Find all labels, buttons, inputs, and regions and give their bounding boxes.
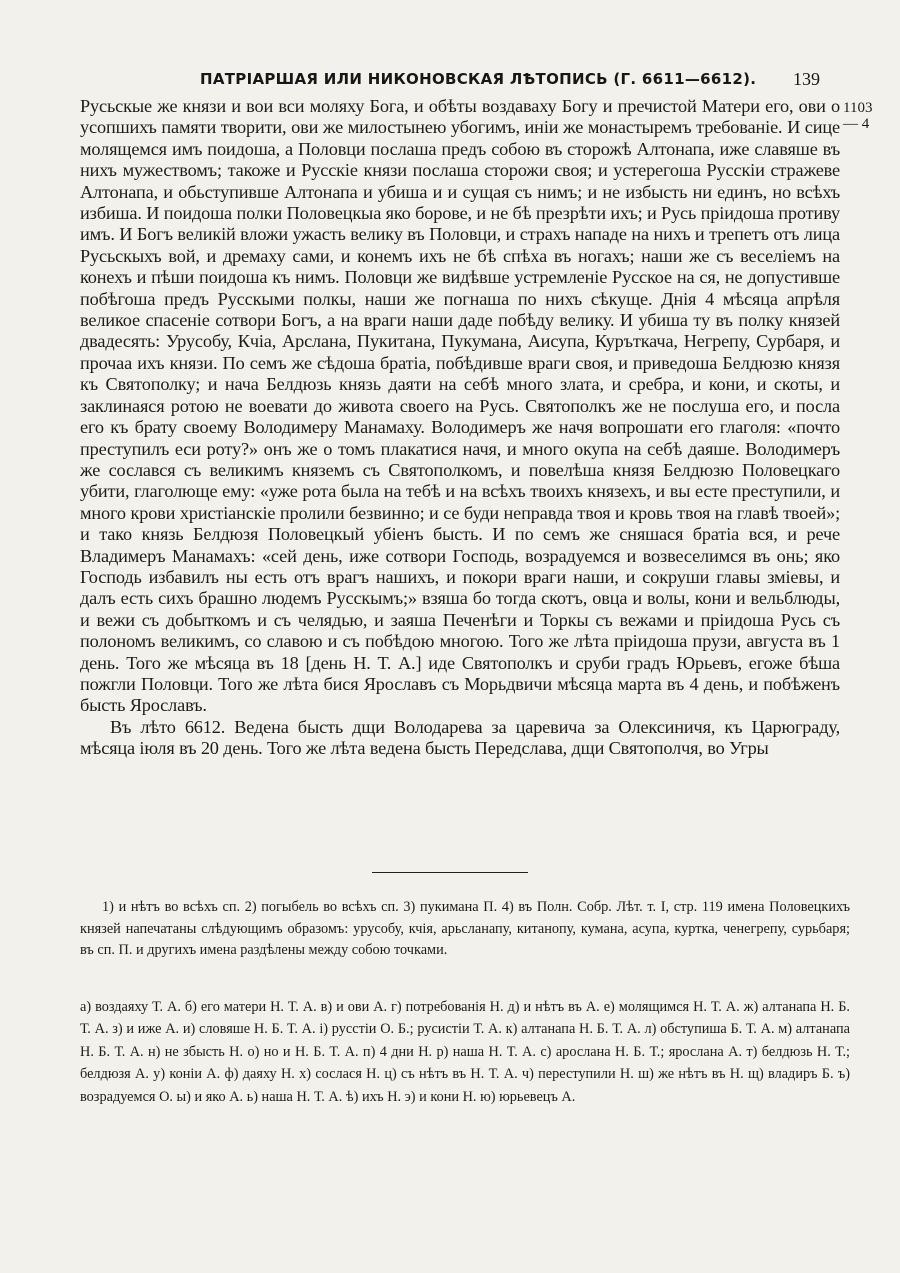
margin-year: 1103: [843, 100, 873, 116]
page-number: 139: [793, 69, 820, 89]
footnotes-variants: [80, 996, 850, 1108]
variant-readings: а) воздаяху Т. А. б) его матери Н. Т. А. в) и ови А. г) потребованія Н. д) и нѣтъ въ А. е) молящимся Н. Т. А. ж) алтанапа Н. Б. Т. А. з) и иже А. и) словяше Н. Б. Т. А. і) русстіи О. Б.; русистіи Т. А. к) алтанапа Н. Б. Т. А. л) обступиша Б. Т. А. м) алтанапа Н. Б. Т. А. н) не збысть Н. о) но и Н. Б. Т. А. п) 4 дни Н. р) наша Н. Т. А. с) арослана Н. Б. Т.; ярослана А. т) белдюзь Н. Т.; белдюзя А. у) коніи А. ф) даяху Н. х) сослася Н. ц) съ нѣтъ въ Н. Т. А. ч) переступили Н. ш) же нѣтъ въ Н. щ) владиръ Б. ъ) возрадуемся О. ы) и яко А. ь) наша Н. Т. А. ѣ) ихъ Н. э) и кони Н. ю) юрьевецъ А.: [80, 999, 850, 1105]
margin-year-dash: — 4: [843, 116, 870, 132]
footnote-text: 1) и нѣтъ во всѣхъ сп. 2) погыбель во всѣхъ сп. 3) пукимана П. 4) въ Полн. Собр. Лѣт. т. I, стр. 119 имена Половецкихъ князей напечатаны слѣдующимъ образомъ: урусобу, кчія, арьсланапу, китанопу, кумана, асупа, куртка, ченегрепу, сурьбаря; въ сп. П. и другихъ имена раздѣлены между собою точками.: [80, 899, 850, 958]
paragraph: Въ лѣто 6612. Ведена бысть дщи Володарева за царевича за Олексиничя, къ Царюграду, мѣсяца іюля въ 20 день. Того же лѣта ведена бысть Передслава, дщи Святополчя, во Угры: [80, 716, 840, 759]
footnote-divider: [372, 872, 528, 873]
running-head: ПАТРІАРШАЯ ИЛИ НИКОНОВСКАЯ ЛѢТОПИСЬ (Г. 6611—6612).: [200, 70, 757, 88]
footnotes-numeric: [80, 897, 850, 962]
page-header: [200, 66, 820, 92]
main-text: [80, 96, 840, 760]
paragraph: Русьскые же князи и вои вси моляху Бога, и обѣты воздаваху Богу и пречистой Матери его, ови о усопшихъ памяти творити, ови же милостынею убогимъ, иніи же монастыремъ требованіе. И сице молящемся имъ поидоша, а Половци послаша предъ собою въ сторожѣ Алтонапа, иже славяше въ нихъ мужествомъ; такоже и Русскіе князи послаша сторожи своя; и устерегоша Русскіи стражеве Алтонапа, и обьступивше Алтонапа и убиша и и сущая съ нимъ; и не избысть ни единъ, но всѣхъ избиша. И поидоша полки Половецкыа яко борове, и не бѣ презрѣти ихъ; и Русь пріидоша противу имъ. И Богъ великій вложи ужасть велику въ Половци, и страхъ нападе на нихъ и трепетъ отъ лица Русьскыхъ вой, и дремаху сами, и конемъ ихъ не бѣ спѣха въ ногахъ; наши же съ веселіемъ на конехъ и пѣши поидоша къ нимъ. Половци же видѣвше устремленіе Русское на ся, не допустивше побѣгоша предъ Русскыми полкы, наши же погнаша по нихъ сѣкуще. Днія 4 мѣсяца апрѣля великое спасеніе сотвори Богъ, а на враги наши даде побѣду велику. И убиша ту въ полку князей двадесять: Урусобу, Кчіа, Арслана, Пукитана, Пукумана, Аисупа, Куръткача, Негрепу, Сурбаря, и прочаа ихъ князи. По семъ же сѣдоша братіа, побѣдивше враги своя, и приведоша Белдюзю князя къ Святополку; и нача Белдюзь князь даяти на себѣ много злата, и сребра, и кони, и скоты, и заклинаяся ротою не воевати до живота своего на Русь. Святополкъ же не послуша его, и посла его къ брату своему Володимеру Манамаху. Володимеръ же начя вопрошати его глаголя: «почто преступилъ еси роту?» онъ же о томъ плакатися начя, и много окупа на себѣ даяше. Володимеръ же сослався съ великимъ княземъ съ Святополкомъ, и повелѣша князя Белдюзю Половецкаго убити, глаголюще ему: «уже рота была на тебѣ и на всѣхъ твоихъ князехъ, и вы есте преступили, и много крови христіанскіе пролили безвинно; и се буди неправда твоя и кровь твоя на главѣ твоей»; и тако князь Белдюзя Половецкый убіенъ бысть. И по семъ же сняшася братіа вся, и рече Владимеръ Манамахъ: «сей день, иже сотвори Господь, возрадуемся и возвеселимся въ онь; яко Господь избавилъ ны есть отъ врагъ нашихъ, и покори враги наши, и сокруши главы зміевы, и далъ есть сихъ брашно людемъ Русскымъ;» взяша бо тогда скотъ, овца и волы, кони и вельблюды, и вежи съ добыткомъ и съ челядью, и заяша Печенѣги и Торкы съ вежами и пріидоша Русь съ полономъ великимъ, со славою и съ побѣдою многою. Того же лѣта пріидоша прузи, августа въ 1 день. Того же мѣсяца въ 18 [день Н. Т. А.] иде Святополкъ и сруби градъ Юрьевъ, егоже бѣша пожгли Половци. Того же лѣта бися Ярославъ съ Морьдвичи мѣсяца марта въ 4 день, и побѣженъ бысть Ярославъ.: [80, 96, 840, 716]
margin-note: [843, 100, 898, 132]
